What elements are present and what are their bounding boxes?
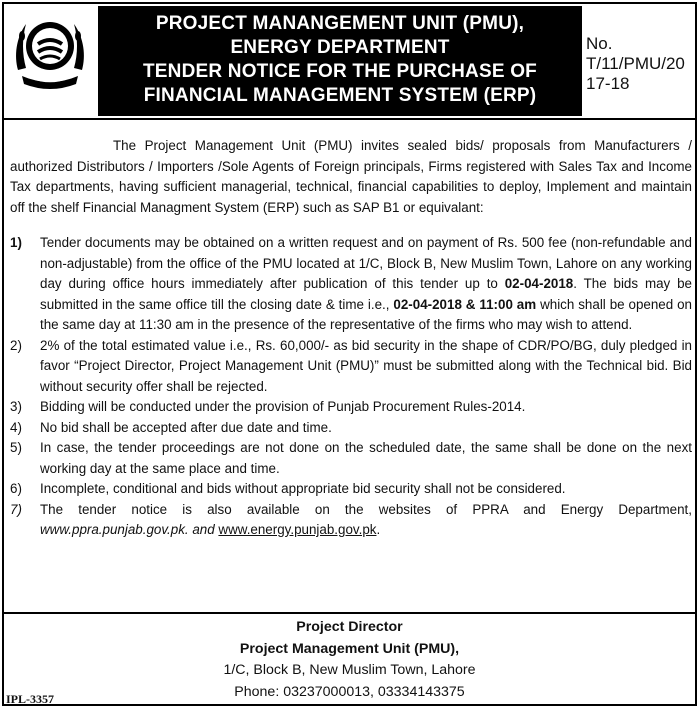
tender-number-line: T/11/PMU/20 <box>586 54 685 73</box>
notice-body <box>10 136 692 541</box>
signatory-office: Project Management Unit (PMU), <box>239 640 460 657</box>
item-number: 7) <box>10 501 22 517</box>
item-text: The tender notice is also available on the websites of PPRA and Energy Department, <box>40 501 692 517</box>
energy-website-link[interactable]: www.energy.punjab.gov.pk <box>218 522 377 537</box>
footer-divider <box>4 612 695 614</box>
list-item <box>10 438 692 479</box>
title-line: FINANCIAL MANAGEMENT SYSTEM (ERP) <box>143 85 537 106</box>
list-item <box>10 479 692 500</box>
list-item <box>10 336 692 398</box>
list-item <box>10 233 692 336</box>
tender-number-label: No. <box>586 34 613 53</box>
item-number: 4) <box>10 419 22 435</box>
phone-numbers: Phone: 03237000013, 03334143375 <box>234 683 465 700</box>
item-text: No bid shall be accepted after due date and time. <box>40 419 332 435</box>
notice-title <box>98 6 582 116</box>
item-text: . <box>376 522 381 537</box>
list-item <box>10 500 692 541</box>
title-line: TENDER NOTICE FOR THE PURCHASE OF <box>142 61 537 82</box>
office-address: 1/C, Block B, New Muslim Town, Lahore <box>223 662 476 678</box>
ppra-website-link[interactable]: www.ppra.punjab.gov.pk. <box>40 522 189 537</box>
tender-number <box>586 34 694 94</box>
tender-number-line: 17-18 <box>586 74 630 93</box>
notice-header <box>4 4 695 120</box>
title-line: ENERGY DEPARTMENT <box>230 37 450 58</box>
item-text: . The bids may be submitted in the same office till the closing date & time i.e., <box>40 276 692 312</box>
item-number: 6) <box>10 481 22 496</box>
item-number: 1) <box>10 235 22 250</box>
list-item <box>10 418 692 439</box>
intro-paragraph: The Project Management Unit (PMU) invites sealed bids/ proposals from Manufacturers / authorized Distributors / Importers /Sole Agents of Foreign principals, Firms registered with Sales Tax and Income Tax departments, having sufficient managerial, technical, financial capabilities to deploy, Implement and maintain off the shelf Financial Managment System (ERP) such as SAP B1 or equivalant: <box>10 138 692 215</box>
item-text: Incomplete, conditional and bids without appropriate bid security shall not be considered. <box>40 481 566 496</box>
item-text: and <box>188 522 219 537</box>
item-number: 3) <box>10 399 22 414</box>
list-item <box>10 397 692 418</box>
issue-deadline: 02-04-2018 <box>504 276 574 291</box>
title-line: PROJECT MANANGEMENT UNIT (PMU), <box>155 13 525 34</box>
item-text: 2% of the total estimated value i.e., Rs. 60,000/- as bid security in the shape of CDR/PO/BG, duly pledged in favor “Project Director, Project Management Unit (PMU)” must be submitted along with the Technical bid. Bid without security offer shall be rejected. <box>40 337 692 394</box>
item-number: 2) <box>10 337 22 353</box>
closing-date-time: 02-04-2018 & 11:00 am <box>393 296 537 312</box>
signatory-designation: Project Director <box>296 619 403 635</box>
contact-block <box>4 617 695 703</box>
tender-notice <box>2 2 697 706</box>
punjab-government-emblem <box>8 8 92 92</box>
terms-list <box>10 233 692 541</box>
item-text: which shall be opened on the same day at 11:30 am in the presence of the representative of the firms who may wish to attend. <box>40 296 692 332</box>
item-text: Tender documents may be obtained on a written request and on payment of Rs. 500 fee (non-refundable and non-adjustable) from the office of the PMU located at 1/C, Block B, New Muslim Town, Lahore on any working day during office hours immediately after publication of this tender up to <box>40 235 692 291</box>
ipl-code: IPL-3357 <box>6 692 54 706</box>
item-number: 5) <box>10 440 22 455</box>
item-text: In case, the tender proceedings are not done on the scheduled date, the same shall be done on the next working day at the same place and time. <box>40 440 692 476</box>
item-text: Bidding will be conducted under the provision of Punjab Procurement Rules-2014. <box>40 399 526 414</box>
